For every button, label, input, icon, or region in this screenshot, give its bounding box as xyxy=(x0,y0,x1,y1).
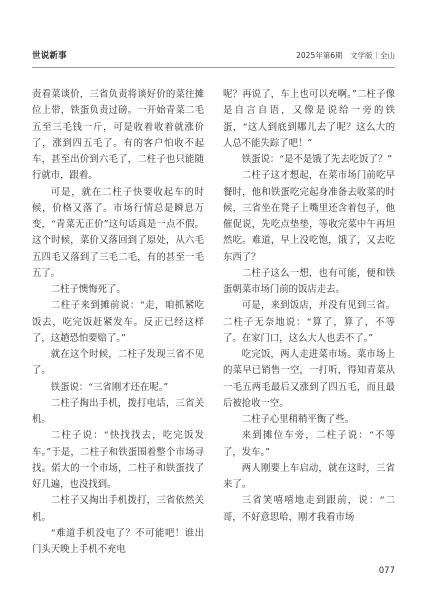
page-header xyxy=(32,49,395,63)
left-text-column xyxy=(32,87,204,558)
header-divider xyxy=(32,67,395,68)
right-text-column xyxy=(223,87,395,526)
paragraph: 责看菜谈价，三省负责将谈好价的菜往摊位上带，铁蛋负责过磅。一开始青菜二毛五至三毛钱一斤，可是收着收着就涨价了，涨到四五毛了。有的客户怕收不起车，甚至出价到六毛了，二柱子也只能随行就市，跟着。 xyxy=(32,89,204,182)
paragraph: 二柱子掏出手机，拨打电话，三省关机。 xyxy=(32,397,204,425)
paragraph: 铁蛋说：“是不是饿了先去吃饭了？” xyxy=(241,154,393,165)
paragraph: 二柱子懊悔死了。 xyxy=(50,284,126,295)
paragraph: 吃完饭，两人走进菜市场。菜市场上的菜早已销售一空，一打听，得知青菜从一毛五两毛最后又涨到了四五毛，而且最后被抢收一空。 xyxy=(223,349,395,409)
issue-info: 2025年第6期 文学版｜全山 xyxy=(296,51,395,60)
paragraph: 二柱子又掏出手机拨打，三省依然关机。 xyxy=(32,495,204,523)
paragraph: 两人刚要上车启动，就在这时，三省来了。 xyxy=(223,462,395,490)
paragraph: 二柱子来到摊前说：“走，咱抓紧吃饭去，吃完饭赶紧发车。反正已经这样了，这趟恐怕要赔了。” xyxy=(32,300,204,344)
paragraph: 就在这个时候，二柱子发现三省不见了。 xyxy=(32,349,204,377)
paragraph: 铁蛋说：“三省刚才还在呢。” xyxy=(50,381,169,393)
paragraph: 可是，就在二柱子快要收起车的时候，价格又落了。市场行情总是瞬息万变，“青菜无正价”这句话真是一点不假。这个时候，菜价又落回到了原处，从六毛五四毛又落到了三毛二毛，有的甚至一毛五了。 xyxy=(32,186,204,279)
paragraph: 二柱子心里稍稍平衡了些。 xyxy=(241,414,355,425)
paragraph: 二柱子说：“快找找去，吃完饭发车。”于是，二柱子和铁蛋围着整个市场寻找。偌大的一个市场，二柱子和铁蛋找了好几遍，也没找到。 xyxy=(32,430,204,490)
column-brand: 世说新事 xyxy=(32,51,67,61)
page-number: 077 xyxy=(378,566,395,576)
paragraph: 呢？再说了，车上也可以充啊。”二柱子像是自言自语，又像是说给一旁的铁蛋，“这人到底到哪儿去了呢？这么大的人总不能失踪了吧！” xyxy=(223,89,395,149)
paragraph: 二柱子这么一想，也有可能，便和铁蛋朝菜市场门前的饭店走去。 xyxy=(223,267,395,295)
paragraph: 二柱子这才想起，在菜市场门前吃早餐时，他和铁蛋吃完起身准备去收菜的时候，三省坐在凳子上嘴里还含着包子，他催促说，先吃点垫垫，等收完菜中午再坦然吃。难道，早上没吃饱，饿了，又去吃东西了？ xyxy=(223,170,395,263)
paragraph: “难道手机没电了？不可能吧！谁出门头天晚上手机不充电 xyxy=(32,527,204,555)
paragraph: 可是，来到饭店，并没有见到三省。二柱子无奈地说：“算了，算了，不等了。在家门口，这么大人也丢不了。” xyxy=(223,300,395,344)
paragraph: 来到摊位车旁，二柱子说：“不等了，发车。” xyxy=(223,430,395,458)
paragraph: 三省笑嘻嘻地走到跟前，说：“二哥，不好意思哈，刚才我看市场 xyxy=(223,495,395,523)
